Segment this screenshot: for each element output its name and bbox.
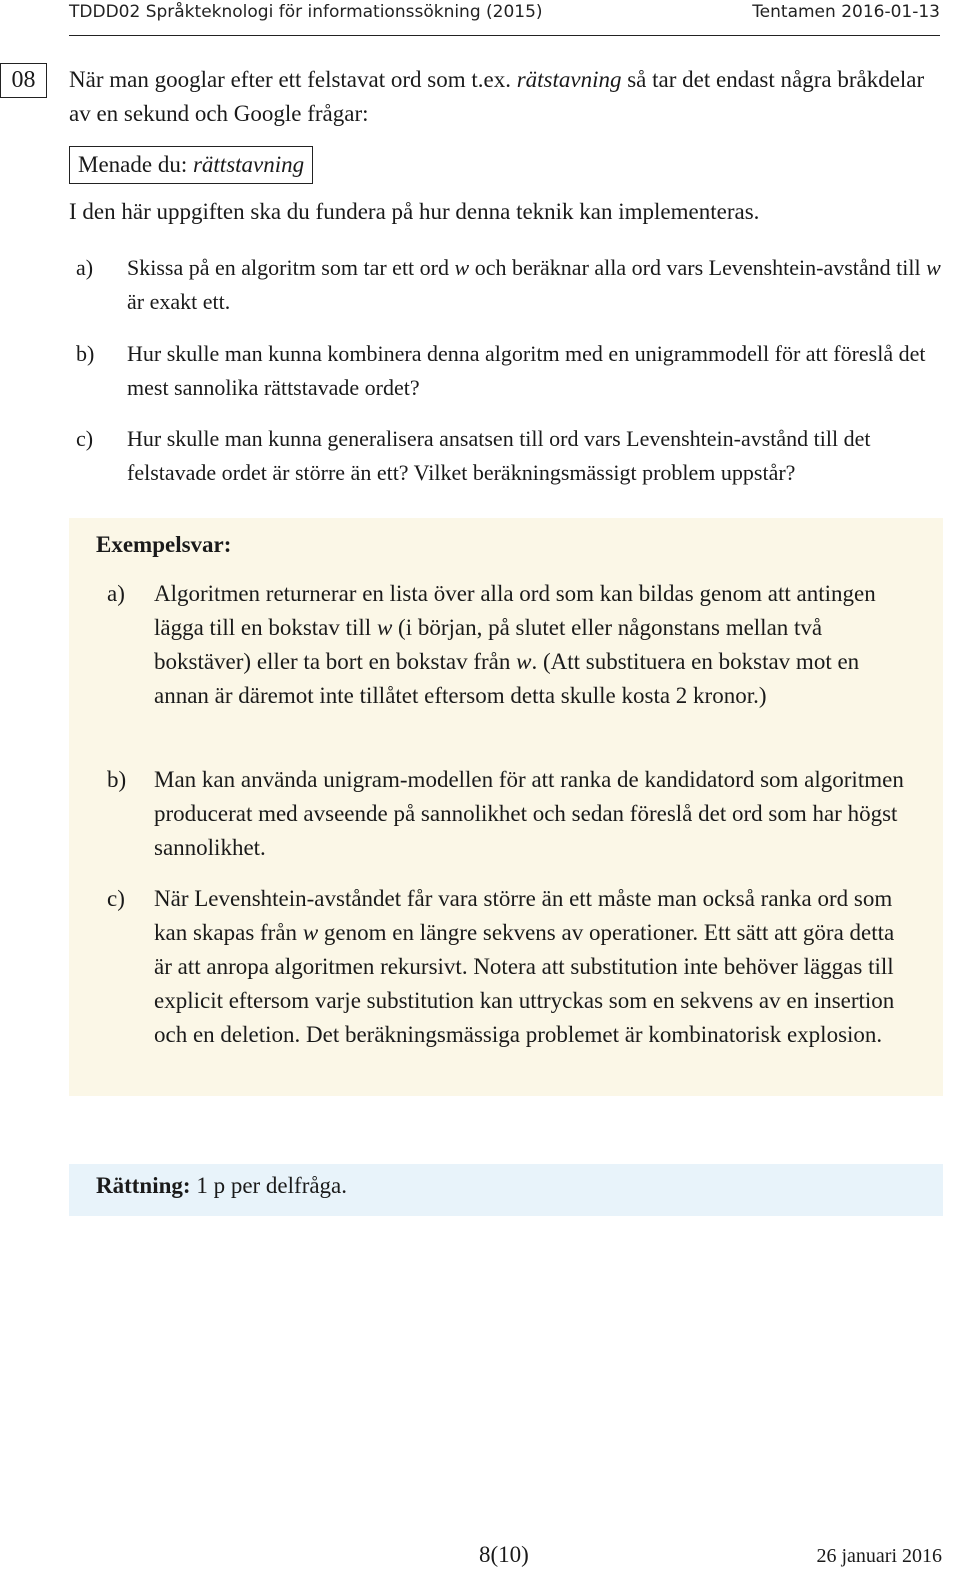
suggested-word: rättstavning [192, 152, 305, 177]
misspelled-word: rätstavning [516, 67, 622, 92]
course-title: TDDD02 Språkteknologi för informationssökning (2015) [69, 2, 543, 22]
suggestion-label: Menade du: [78, 152, 193, 177]
example-answer-title: Exempelsvar: [96, 532, 232, 557]
page-number: 8(10) [479, 1542, 529, 1567]
question-number: 08 [0, 63, 47, 98]
question-item-b: b) Hur skulle man kunna kombinera denna algoritm med en unigrammodell för att föreslå det mest sannolika rättstavade ordet? [76, 341, 926, 400]
answer-item-a: a) Algoritmen returnerar en lista över alla ord som kan bildas genom att antingen lägga till en bokstav till w (i början, på slutet eller någonstans mellan två bokstäver) eller ta bort en bokstav från w. (Att substituera en bokstav mot en annan är däremot inte tillåtet eftersom detta skulle kosta 2 kronor.) [107, 581, 876, 708]
footer-date: 26 januari 2016 [816, 1545, 942, 1567]
question-item-c: c) Hur skulle man kunna generalisera ansatsen till ord vars Levenshtein-avstånd till det felstavade ordet är större än ett? Vilket beräkningsmässigt problem uppstår? [76, 426, 871, 485]
question-intro: När man googlar efter ett felstavat ord som t.ex. rätstavning så tar det endast några bråkdelar av en sekund och Google frågar: [69, 67, 925, 126]
header-divider [69, 35, 940, 36]
grading-label: Rättning: [96, 1173, 191, 1198]
example-answer-box [69, 518, 943, 1096]
grading-text: 1 p per delfråga. [190, 1173, 348, 1198]
grading-box [69, 1164, 943, 1216]
suggestion-box [69, 146, 313, 184]
question-item-a: a) Skissa på en algoritm som tar ett ord w och beräknar alla ord vars Levenshtein-avstånd till w är exakt ett. [76, 255, 941, 314]
answer-item-b: b) Man kan använda unigram-modellen för att ranka de kandidatord som algoritmen producerat med avseende på sannolikhet och sedan föreslå det ord som har högst sannolikhet. [107, 767, 904, 860]
answer-item-c: c) När Levenshtein-avståndet får vara större än ett måste man också ranka ord som kan skapas från w genom en längre sekvens av operationer. Ett sätt att göra detta är att anropa algoritmen rekursivt. Notera att substitution inte behöver läggas till explicit eftersom varje substitution kan uttryckas som en sekvens av en insertion och en deletion. Det beräkningsmässiga problemet är kombinatorisk explosion. [107, 886, 895, 1047]
task-statement: I den här uppgiften ska du fundera på hur denna teknik kan implementeras. [69, 199, 760, 224]
exam-date: Tentamen 2016-01-13 [752, 2, 940, 22]
